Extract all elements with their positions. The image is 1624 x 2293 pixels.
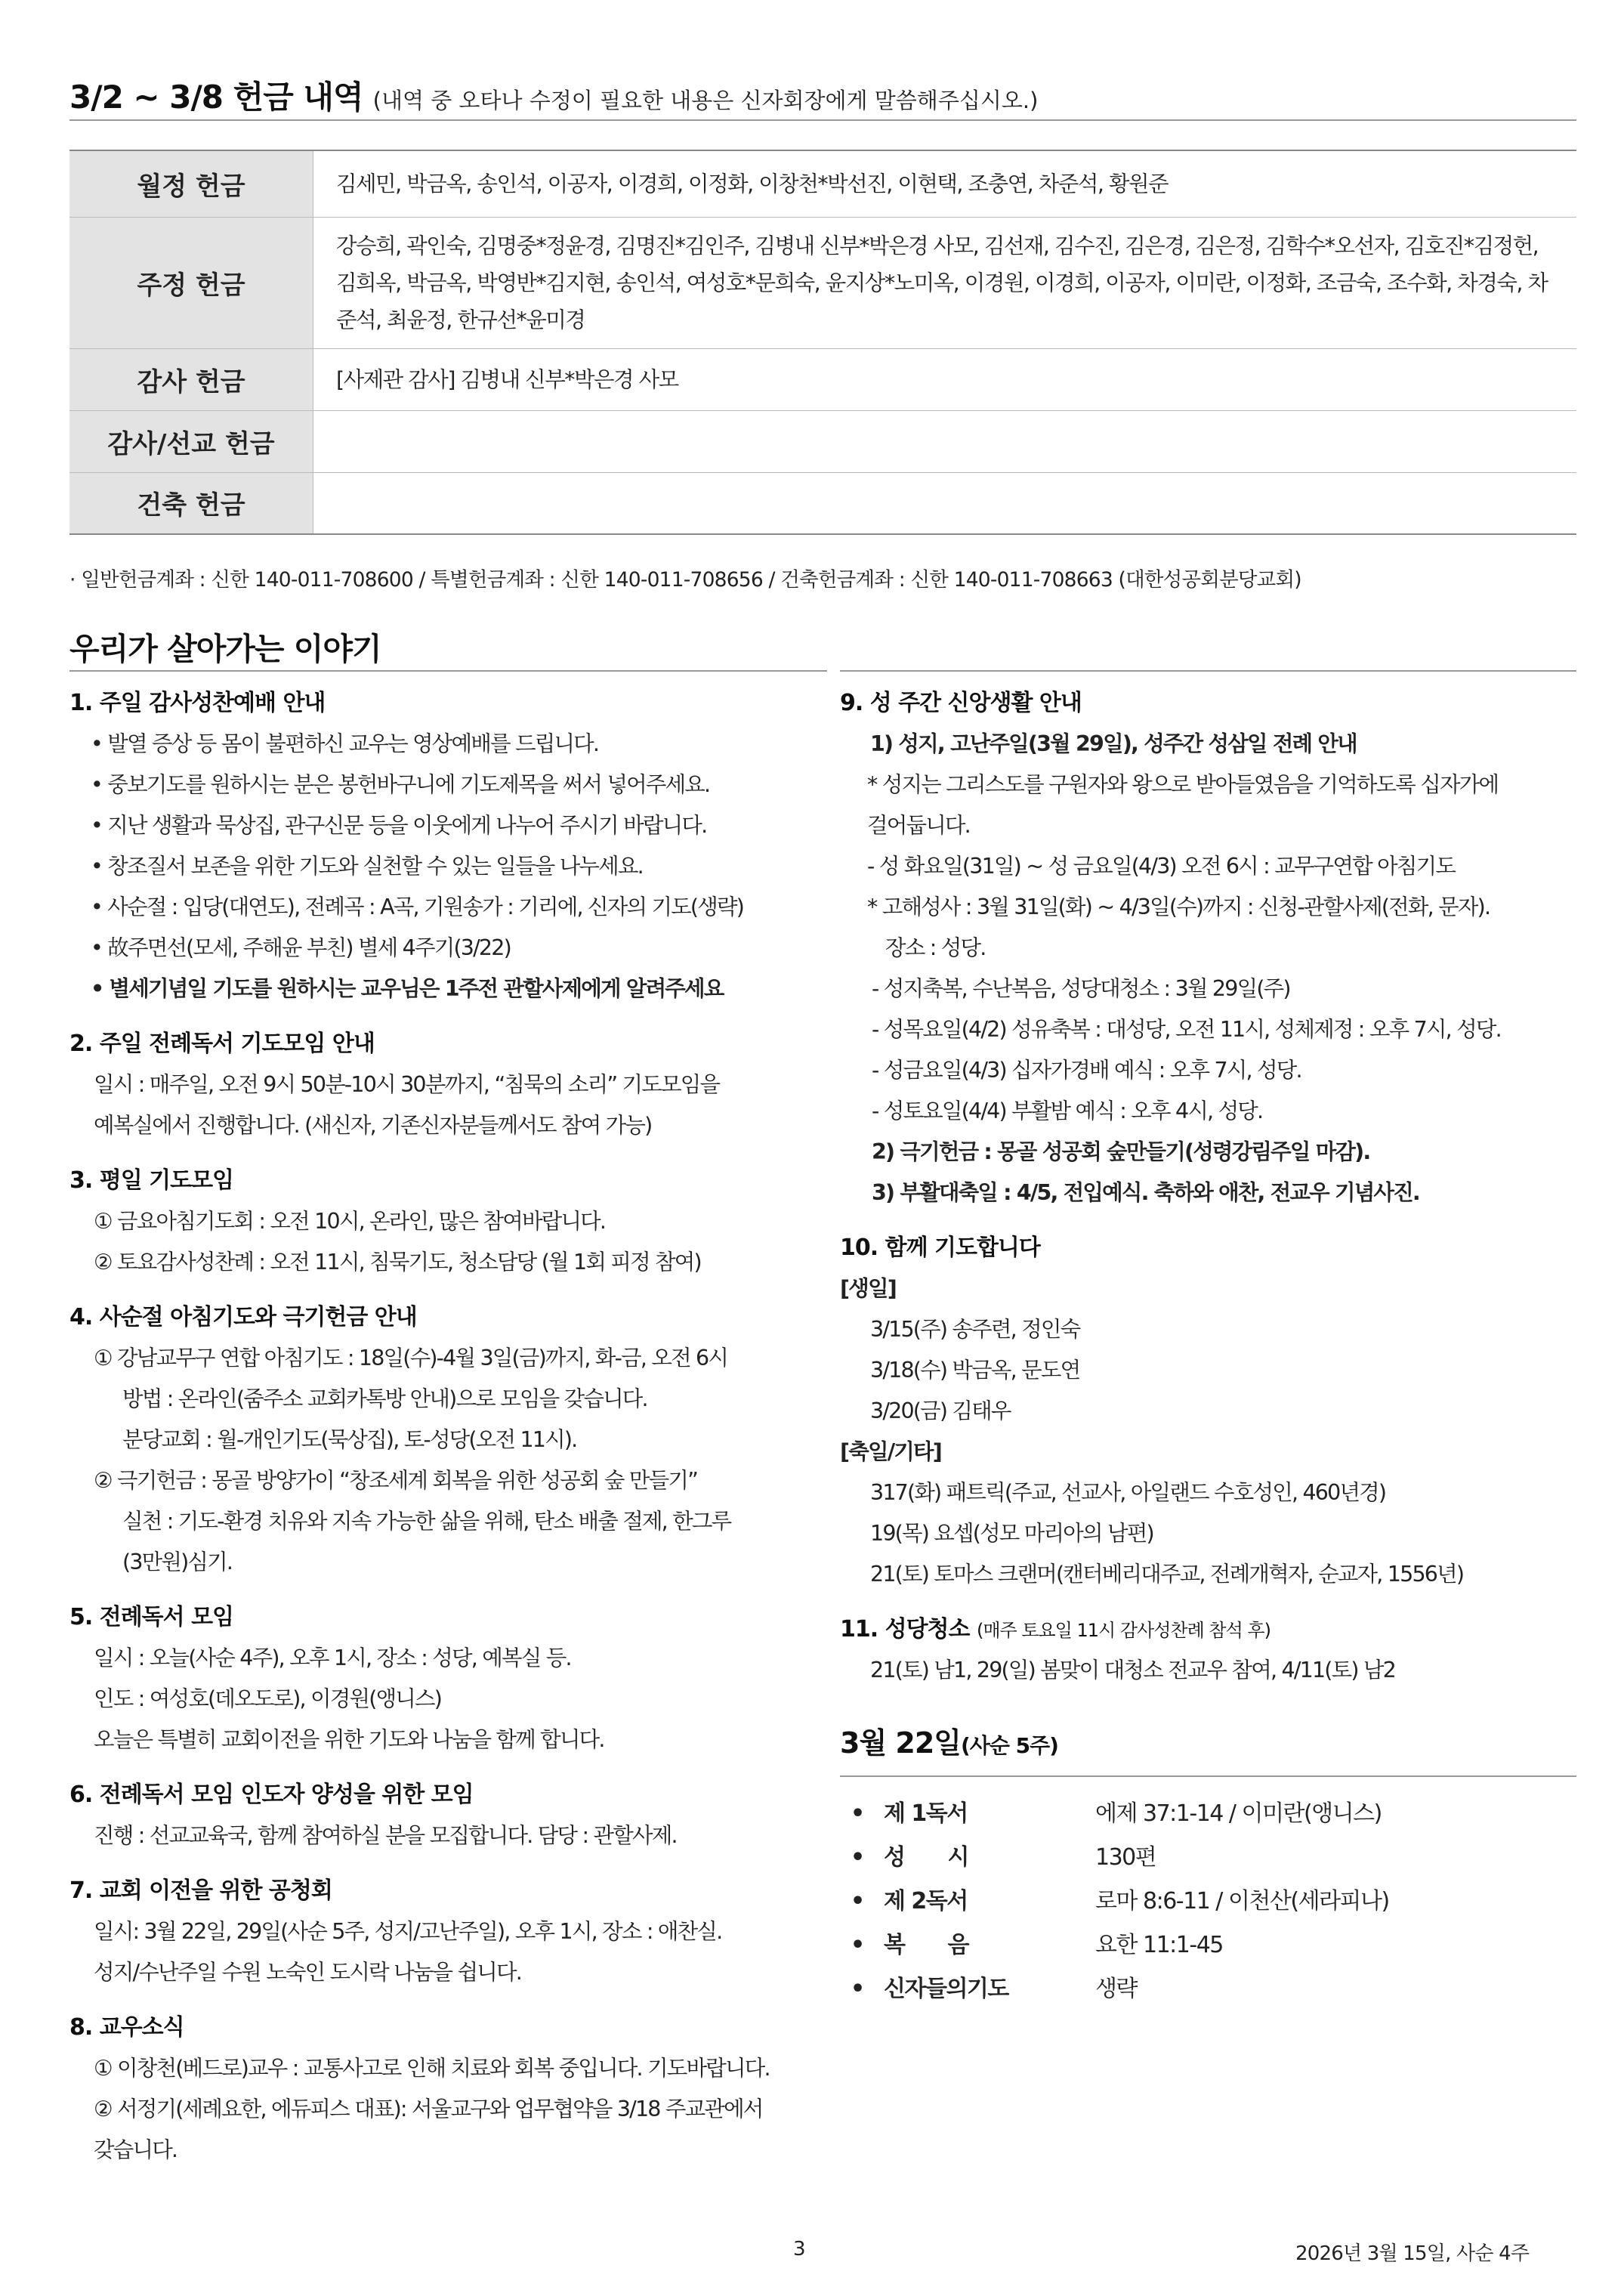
notice-line: 진행 : 선교교육국, 함께 참여하실 분을 모집합니다. 담당 : 관할사제. bbox=[94, 1823, 677, 1848]
offering-names-line: 준석, 최윤정, 한규선*윤미경 bbox=[336, 307, 585, 332]
lectionary-label: 성 시 bbox=[884, 1844, 968, 1871]
bullet-dot: • bbox=[851, 1800, 864, 1827]
offering-table bbox=[69, 150, 1576, 535]
notice-line: • 발열 증상 등 몸이 불편하신 교우는 영상예배를 드립니다. bbox=[91, 731, 599, 756]
notice-line: 일시 : 매주일, 오전 9시 50분-10시 30분까지, “침묵의 소리” 기도모임을 bbox=[94, 1072, 720, 1097]
lectionary-heading bbox=[840, 1717, 1576, 1769]
right-divider bbox=[840, 670, 1576, 672]
notice-line: 분당교회 : 월-개인기도(묵상집), 토-성당(오전 11시). bbox=[122, 1427, 577, 1452]
notice-line: • 별세기념일 기도를 원하시는 교우님은 1주전 관할사제에게 알려주세요 bbox=[91, 976, 724, 1001]
item-spacer bbox=[69, 1993, 829, 2007]
notice-line: 갖습니다. bbox=[94, 2137, 178, 2162]
notice-line: * 고해성사 : 3월 31일(화) ~ 4/3일(수)까지 : 신청-관할사제(전화, 문자). bbox=[867, 895, 1490, 919]
notice-line: • 중보기도를 원하시는 분은 봉헌바구니에 기도제목을 써서 넣어주세요. bbox=[91, 772, 710, 797]
left-divider bbox=[69, 670, 827, 672]
lectionary-label: 제 1독서 bbox=[884, 1800, 968, 1827]
notice-line: 방법 : 온라인(줌주소 교회카톡방 안내)으로 모임을 갖습니다. bbox=[122, 1386, 647, 1411]
notice-title bbox=[840, 682, 1576, 724]
right-column bbox=[840, 682, 1576, 2011]
notice-line: - 성금요일(4/3) 십자가경배 예식 : 오후 7시, 성당. bbox=[872, 1058, 1301, 1083]
offering-names-line bbox=[336, 502, 1558, 503]
offering-row bbox=[69, 217, 1576, 348]
lectionary-row bbox=[840, 1792, 1576, 1836]
lectionary-divider bbox=[840, 1775, 1576, 1777]
offering-row bbox=[69, 348, 1576, 410]
notice-line: ① 강남교무구 연합 아침기도 : 18일(수)-4월 3일(금)까지, 화-금, 오전 6시 bbox=[94, 1346, 728, 1371]
lectionary-value: 로마 8:6-11 / 이천산(세라피나) bbox=[1095, 1888, 1389, 1914]
notice-line: 일시 : 오늘(사순 4주), 오후 1시, 장소 : 성당, 예복실 등. bbox=[94, 1646, 571, 1670]
notice-line: • 창조질서 보존을 위한 기도와 실천할 수 있는 일들을 나누세요. bbox=[91, 854, 643, 879]
notice-line: 317(화) 패트릭(주교, 선교사, 아일랜드 수호성인, 460년경) bbox=[870, 1480, 1386, 1505]
bullet-dot: • bbox=[851, 1888, 864, 1914]
notice-title-text: 9. 성 주간 신앙생활 안내 bbox=[840, 690, 1082, 716]
offering-names-line: [사제관 감사] 김병내 신부*박은경 사모 bbox=[336, 366, 678, 392]
notice-title bbox=[840, 1227, 1576, 1269]
page-title bbox=[69, 73, 1038, 118]
offering-label: 감사 헌금 bbox=[69, 348, 313, 410]
notice-line: - 성지축복, 수난복음, 성당대청소 : 3월 29일(주) bbox=[872, 976, 1290, 1001]
notice-line: - 성 화요일(31일) ~ 성 금요일(4/3) 오전 6시 : 교무구연합 아침기도 bbox=[867, 854, 1456, 879]
notice-line: 3) 부활대축일 : 4/5, 전입예식. 축하와 애찬, 전교우 기념사진. bbox=[872, 1180, 1419, 1205]
offering-row bbox=[69, 150, 1576, 217]
notice-line: 19(목) 요셉(성모 마리아의 남편) bbox=[870, 1521, 1153, 1546]
notice-title: 7. 교회 이전을 위한 공청회 bbox=[69, 1877, 332, 1904]
item-spacer bbox=[69, 2171, 829, 2184]
offering-names bbox=[313, 150, 1577, 217]
notice-title: 3. 평일 기도모임 bbox=[69, 1167, 234, 1194]
item-spacer bbox=[69, 1009, 829, 1023]
notice-item bbox=[69, 1160, 829, 1296]
notice-line: ① 이창천(베드로)교우 : 교통사고로 인해 치료와 회복 중입니다. 기도바랍니다. bbox=[94, 2056, 770, 2081]
lectionary-row bbox=[840, 1836, 1576, 1880]
item-spacer bbox=[69, 1583, 829, 1596]
notice-item bbox=[69, 1774, 829, 1870]
notice-line: [생일] bbox=[840, 1276, 896, 1301]
notice-item bbox=[69, 1596, 829, 1774]
notice-line: 3/20(금) 김태우 bbox=[870, 1398, 1011, 1423]
notice-title-note: (매주 토요일 11시 감사성찬례 참석 후) bbox=[976, 1620, 1270, 1641]
offering-names bbox=[313, 217, 1577, 348]
notice-title: 8. 교우소식 bbox=[69, 2014, 184, 2041]
notice-line: ② 서정기(세례요한, 에듀피스 대표): 서울교구와 업무협약을 3/18 주교관에서 bbox=[94, 2097, 763, 2121]
item-spacer bbox=[69, 1856, 829, 1870]
offering-title: 3/2 ~ 3/8 헌금 내역 bbox=[69, 79, 363, 116]
item-spacer bbox=[840, 1595, 1576, 1608]
notice-line: 장소 : 성당. bbox=[885, 935, 986, 960]
left-column bbox=[69, 682, 829, 2184]
notice-title: 1. 주일 감사성찬예배 안내 bbox=[69, 690, 326, 716]
offering-names bbox=[313, 410, 1577, 472]
notice-line: - 성목요일(4/2) 성유축복 : 대성당, 오전 11시, 성체제정 : 오후 7시, 성당. bbox=[872, 1017, 1501, 1042]
lectionary-list bbox=[840, 1792, 1576, 2011]
notice-item bbox=[69, 1870, 829, 2007]
notice-line: • 故주면선(모세, 주해윤 부친) 별세 4주기(3/22) bbox=[91, 935, 511, 960]
footer-date: 2026년 3월 15일, 사순 4주 bbox=[1295, 2242, 1530, 2265]
item-spacer bbox=[69, 1283, 829, 1296]
notice-title: 6. 전례독서 모임 인도자 양성을 위한 모임 bbox=[69, 1782, 474, 1808]
offering-label: 주정 헌금 bbox=[69, 217, 313, 348]
offering-names-line: 김희옥, 박금옥, 박영반*김지현, 송인석, 여성호*문희숙, 윤지상*노미옥, 이경원, 이경희, 이공자, 이미란, 이정화, 조금숙, 조수화, 차경숙, 차 bbox=[336, 270, 1548, 295]
offering-row bbox=[69, 472, 1576, 534]
notice-line: [축일/기타] bbox=[840, 1439, 941, 1464]
notice-line: (3만원)심기. bbox=[122, 1550, 233, 1575]
notice-title: 5. 전례독서 모임 bbox=[69, 1604, 234, 1630]
lectionary-label: 복 음 bbox=[884, 1932, 968, 1958]
notice-line: 3/15(주) 송주련, 정인숙 bbox=[870, 1317, 1080, 1342]
notice-line: • 지난 생활과 묵상집, 관구신문 등을 이웃에게 나누어 주시기 바랍니다. bbox=[91, 813, 707, 838]
offering-row bbox=[69, 410, 1576, 472]
notice-line: 21(토) 토마스 크랜머(캔터베리대주교, 전례개혁자, 순교자, 1556년) bbox=[870, 1562, 1464, 1587]
notice-line: * 성지는 그리스도를 구원자와 왕으로 받아들였음을 기억하도록 십자가에 bbox=[867, 772, 1499, 797]
notice-title-text: 10. 함께 기도합니다 bbox=[840, 1235, 1040, 1261]
notice-item bbox=[69, 1023, 829, 1160]
offering-note: (내역 중 오타나 수정이 필요한 내용은 신자회장에게 말씀해주십시오.) bbox=[372, 88, 1039, 113]
lectionary-row bbox=[840, 1924, 1576, 1967]
offering-label: 감사/선교 헌금 bbox=[69, 410, 313, 472]
lectionary-label: 제 2독서 bbox=[884, 1888, 968, 1914]
offering-names bbox=[313, 472, 1577, 534]
notice-line: 예복실에서 진행합니다. (새신자, 기존신자분들께서도 참여 가능) bbox=[94, 1113, 652, 1138]
item-spacer bbox=[69, 1760, 829, 1774]
notice-line: ① 금요아침기도회 : 오전 10시, 온라인, 많은 참여바랍니다. bbox=[94, 1209, 606, 1234]
item-spacer bbox=[69, 1146, 829, 1160]
section-title: 우리가 살아가는 이야기 bbox=[69, 631, 381, 667]
offering-label: 건축 헌금 bbox=[69, 472, 313, 534]
offering-names-line: 김세민, 박금옥, 송인석, 이공자, 이경희, 이정화, 이창천*박선진, 이현택, 조충연, 차준석, 황원준 bbox=[336, 171, 1169, 196]
notice-title: 4. 사순절 아침기도와 극기헌금 안내 bbox=[69, 1304, 417, 1330]
lectionary-row bbox=[840, 1967, 1576, 2011]
notice-line: 일시: 3월 22일, 29일(사순 5주, 성지/고난주일), 오후 1시, 장소 : 애찬실. bbox=[94, 1919, 722, 1944]
notice-line: - 성토요일(4/4) 부활밤 예식 : 오후 4시, 성당. bbox=[872, 1099, 1263, 1123]
lectionary-value: 130편 bbox=[1095, 1844, 1156, 1871]
notice-line: 실천 : 기도-환경 치유와 지속 가능한 삶을 위해, 탄소 배출 절제, 한그루 bbox=[122, 1509, 731, 1534]
offering-names bbox=[313, 348, 1577, 410]
notice-line: 2) 극기헌금 : 몽골 성공회 숲만들기(성령강림주일 마감). bbox=[872, 1139, 1370, 1164]
lectionary-value: 생략 bbox=[1095, 1976, 1137, 2002]
page-number: 3 bbox=[793, 2238, 806, 2261]
notice-line: ② 극기헌금 : 몽골 방양가이 “창조세계 회복을 위한 성공회 숲 만들기” bbox=[94, 1468, 698, 1493]
notice-line: 21(토) 남1, 29(일) 봄맞이 대청소 전교우 참여, 4/11(토) 남2 bbox=[870, 1658, 1395, 1683]
item-spacer bbox=[840, 1691, 1576, 1704]
notice-item bbox=[69, 1296, 829, 1596]
bullet-dot: • bbox=[851, 1976, 864, 2002]
item-spacer bbox=[840, 1213, 1576, 1227]
notice-item bbox=[840, 1608, 1576, 1704]
notice-item bbox=[69, 2007, 829, 2184]
lectionary-row bbox=[840, 1880, 1576, 1924]
lectionary-label: 신자들의기도 bbox=[884, 1976, 1008, 2002]
bank-accounts: · 일반헌금계좌 : 신한 140-011-708600 / 특별헌금계좌 : 신한 140-011-708656 / 건축헌금계좌 : 신한 140-011-708663 (대한성공회분당교회) bbox=[69, 568, 1301, 592]
bullet-dot: • bbox=[851, 1844, 864, 1871]
notice-line: 1) 성지, 고난주일(3월 29일), 성주간 성삼일 전례 안내 bbox=[870, 731, 1357, 756]
notice-line: • 사순절 : 입당(대연도), 전례곡 : A곡, 기원송가 : 기리에, 신자의 기도(생략) bbox=[91, 895, 744, 919]
lectionary-season: (사순 5주) bbox=[960, 1733, 1058, 1758]
notice-item bbox=[840, 1227, 1576, 1608]
notice-title bbox=[840, 1608, 1576, 1650]
offering-label: 월정 헌금 bbox=[69, 150, 313, 217]
notice-line: 인도 : 여성호(데오도로), 이경원(앵니스) bbox=[94, 1686, 442, 1711]
notice-line: 걸어둡니다. bbox=[867, 813, 970, 838]
lectionary-value: 요한 11:1-45 bbox=[1095, 1932, 1223, 1958]
notice-item bbox=[69, 682, 829, 1023]
notice-line: 오늘은 특별히 교회이전을 위한 기도와 나눔을 함께 합니다. bbox=[94, 1727, 604, 1752]
offering-names-line: 강승희, 곽인숙, 김명중*정윤경, 김명진*김인주, 김병내 신부*박은경 사모, 김선재, 김수진, 김은경, 김은정, 김학수*오선자, 김호진*김정헌, bbox=[336, 233, 1539, 258]
notice-line: 3/18(수) 박금옥, 문도연 bbox=[870, 1358, 1080, 1383]
notice-item bbox=[840, 682, 1576, 1227]
notice-line: ② 토요감사성찬례 : 오전 11시, 침묵기도, 청소담당 (월 1회 피정 참여) bbox=[94, 1250, 701, 1275]
notice-line: 성지/수난주일 수원 노숙인 도시락 나눔을 쉽니다. bbox=[94, 1960, 521, 1985]
title-divider bbox=[69, 119, 1576, 121]
lectionary-date: 3월 22일 bbox=[840, 1726, 961, 1760]
notice-title: 2. 주일 전례독서 기도모임 안내 bbox=[69, 1031, 375, 1057]
notice-title-text: 11. 성당청소 bbox=[840, 1616, 970, 1642]
bullet-dot: • bbox=[851, 1932, 864, 1958]
offering-names-line bbox=[336, 441, 1558, 442]
lectionary-value: 에제 37:1-14 / 이미란(앵니스) bbox=[1095, 1800, 1382, 1827]
